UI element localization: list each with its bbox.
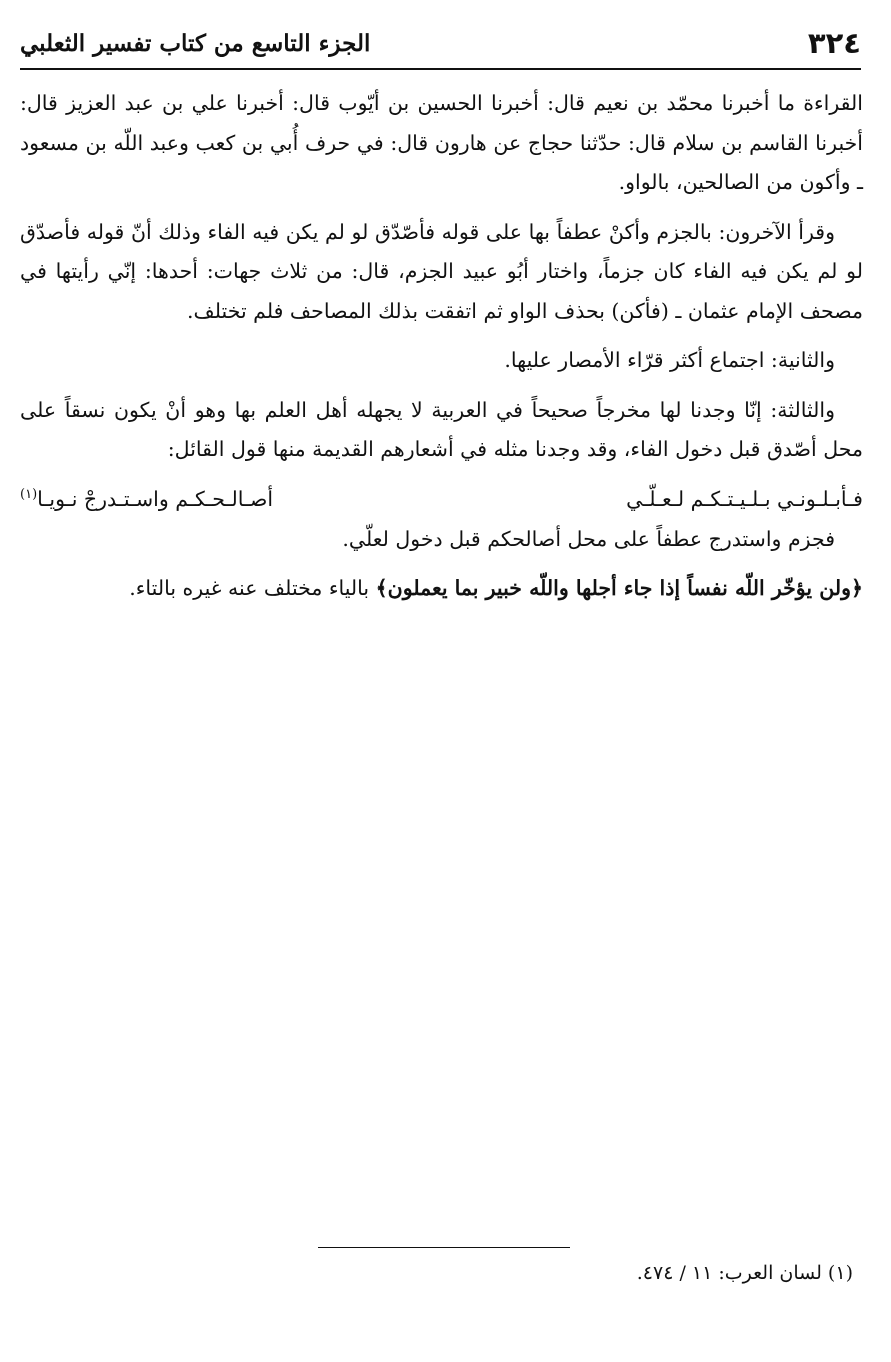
paragraph-quran-verse	[20, 569, 863, 609]
page-number: ٣٢٤	[807, 26, 861, 60]
paragraph-second-reason: والثانية: اجتماع أكثر قرّاء الأمصار عليها.	[504, 348, 835, 372]
main-text	[20, 84, 863, 619]
paragraph-verse-explanation: فجزم واستدرج عطفاً على محل أصالحكم قبل دخول لعلّي.	[342, 526, 835, 551]
paragraph-third-reason: والثالثة: إنّا وجدنا لها مخرجاً صحيحاً في العربية لا يجهله أهل العلم بها وهو أنْ يكون نسقاً على محل أصّدق قبل دخول الفاء، وقد وجدنا مثله في أشعارهم القديمة منها قول القائل:	[20, 397, 863, 461]
paragraph-isnad: القراءة ما أخبرنا محمّد بن نعيم قال: أخبرنا الحسين بن أيّوب قال: أخبرنا علي بن عبد العزيز قال: أخبرنا القاسم بن سلام قال: حدّثنا حجاج عن هارون قال: في حرف أُبي بن كعب وعبد اللّه بن مسعود ـ وأكون من الصالحين، بالواو.	[20, 91, 863, 194]
running-title: الجزء التاسع من كتاب تفسير الثعلبي	[20, 30, 371, 57]
page-header	[20, 22, 861, 70]
poetry-verse	[20, 480, 863, 520]
verse-first-hemistich: فـأبـلـونـي بـلـيـتـكـم لـعـلّـي	[626, 486, 863, 511]
paragraph-others-reading: وقرأ الآخرون: بالجزم وأكنْ عطفاً بها على قوله فأصّدّق لو لم يكن فيه الفاء وذلك أنّ قوله فأصدّق لو لم يكن فيه الفاء كان جزماً، واختار أبُو عبيد الجزم، قال: من ثلاث جهات: أحدها: إنّي رأيتها في مصحف الإمام عثمان ـ (فأكن) بحذف الواو ثم اتفقت بذلك المصاحف فلم تختلف.	[20, 219, 863, 323]
footnote-1: (١) لسان العرب: ١١ / ٤٧٤.	[636, 1262, 853, 1284]
footnote-marker: (١)	[20, 486, 38, 502]
quran-commentary: بالياء مختلف عنه غيره بالتاء.	[129, 576, 376, 600]
footnote-divider	[318, 1247, 570, 1248]
quran-quote: ﴿ولن يؤخّر اللّه نفساً إذا جاء أجلها واللّه خبير بما يعملون﴾	[375, 576, 863, 600]
verse-second-hemistich	[20, 480, 273, 520]
verse-second-text: أصـالـحـكـم واسـتـدرجْ نـويـا	[37, 486, 274, 511]
